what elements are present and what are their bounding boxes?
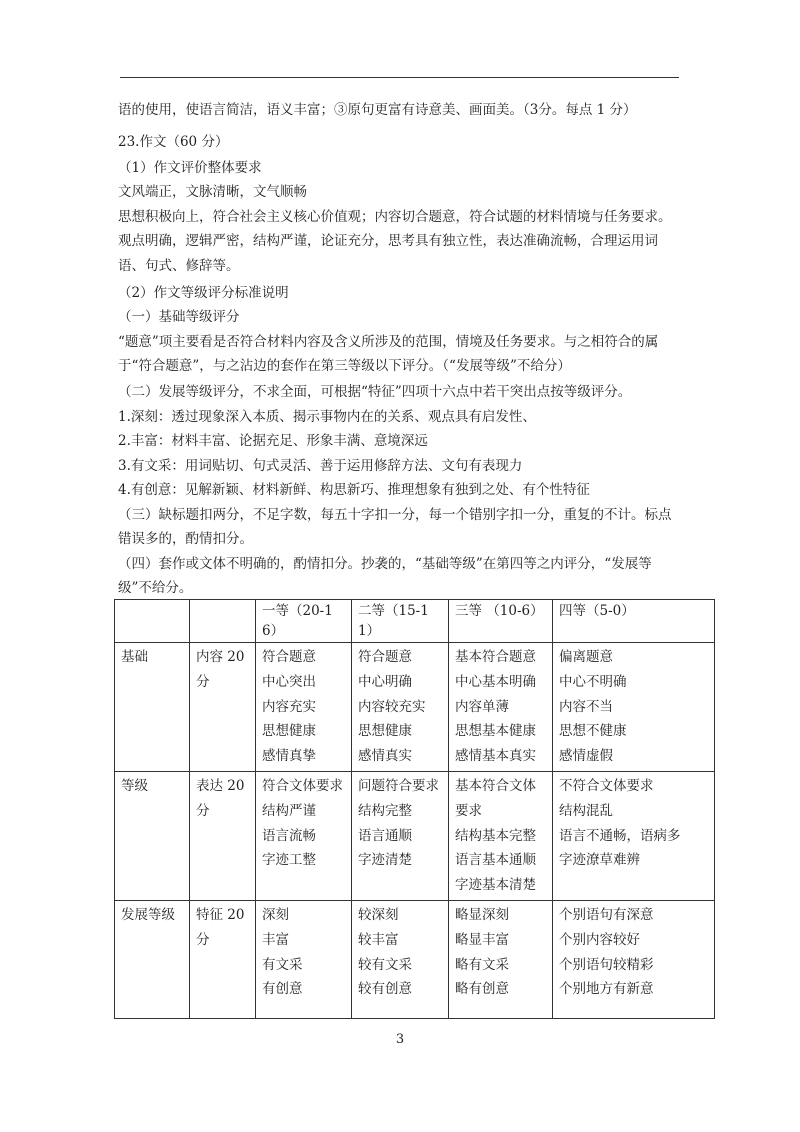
part1-title: （一）基础等级评分 (118, 309, 240, 325)
category-cell: 等级 (115, 771, 190, 900)
grade-line: 略显丰富 (455, 931, 509, 948)
grade-line: 语言流畅 (262, 827, 316, 844)
grade-line: 思想基本健康 (455, 723, 536, 740)
grade-line: 有创意 (262, 981, 303, 998)
grade-line: 较丰富 (358, 931, 399, 948)
category-cell: 基础 (115, 643, 190, 772)
page-number: 3 (395, 1032, 405, 1047)
grade-line: 较深刻 (358, 906, 399, 923)
grade-cell (352, 643, 449, 772)
grade-line: 感情基本真实 (455, 748, 536, 765)
table-row (115, 900, 715, 1018)
table-header-row (115, 600, 715, 643)
grade-cell (256, 771, 352, 900)
grade-cell (352, 771, 449, 900)
grade-line: 中心不明确 (559, 673, 627, 690)
grade-line: 丰富 (262, 931, 289, 948)
grade-line: 结构混乱 (559, 802, 613, 819)
grade-line: 结构严谨 (262, 802, 316, 819)
grade-line: 符合题意 (262, 649, 316, 665)
item-cell: 内容 20分 (190, 643, 256, 772)
grade-line: 个别地方有新意 (559, 981, 654, 998)
header-cell: 四等（5-0） (553, 600, 715, 643)
section1-line1: 文风端正，文脉清晰，文气顺畅 (118, 184, 307, 200)
category-cell: 发展等级 (115, 900, 190, 1018)
header-cell: 一等（20-16） (256, 600, 352, 643)
grade-line: 感情真挚 (262, 748, 316, 765)
header-cell: 三等 （10-6） (449, 600, 553, 643)
grade-line: 基本符合文体要求 (455, 777, 536, 819)
grade-cell (449, 643, 553, 772)
item-cell: 表达 20分 (190, 771, 256, 900)
grade-line: 语言通顺 (358, 827, 412, 844)
grade-line: 语言基本通顺 (455, 852, 536, 869)
grade-line: 有文采 (262, 956, 303, 973)
table-row (115, 643, 715, 772)
criterion-2: 2.丰富：材料丰富、论据充足、形象丰满、意境深远 (118, 433, 428, 449)
grade-line: 语言不通畅，语病多 (559, 827, 681, 844)
header-cell (190, 600, 256, 643)
grade-cell (449, 900, 553, 1018)
grade-line: 基本符合题意 (455, 649, 536, 665)
grade-line: 个别语句较精彩 (559, 956, 654, 973)
grade-line: 中心基本明确 (455, 673, 536, 690)
grade-line: 字迹清楚 (358, 852, 412, 869)
grade-cell (553, 771, 715, 900)
header-rule (120, 77, 679, 78)
intro-line: 语的使用，使语言简洁，语义丰富；③原句更富有诗意美、画面美。（3分。每点 1 分） (118, 102, 637, 118)
grade-line: 思想健康 (358, 723, 412, 740)
grade-line: 不符合文体要求 (559, 777, 654, 794)
grade-line: 较有文采 (358, 956, 412, 973)
part3-text: （三）缺标题扣两分，不足字数，每五十字扣一分，每一个错别字扣一分，重复的不计。标点错误多的，酌情扣分。 (118, 507, 672, 548)
grade-line: 结构完整 (358, 802, 412, 819)
grade-line: 字迹基本清楚 (455, 877, 536, 894)
grade-cell (256, 643, 352, 772)
grade-line: 内容充实 (262, 698, 316, 715)
grading-table (114, 599, 715, 1019)
grade-line: 感情虚假 (559, 748, 613, 765)
grade-line: 略显深刻 (455, 906, 509, 923)
grade-cell (449, 771, 553, 900)
grade-line: 偏离题意 (559, 649, 613, 665)
grade-line: 个别内容较好 (559, 931, 640, 948)
criterion-3: 3.有文采：用词贴切、句式灵活、善于运用修辞方法、文句有表现力 (118, 458, 523, 474)
section1-title: （1）作文评价整体要求 (118, 160, 262, 176)
grade-line: 字迹工整 (262, 852, 316, 869)
grade-line: 个别语句有深意 (559, 906, 654, 923)
grade-line: 字迹潦草难辨 (559, 852, 640, 869)
part2-text: （二）发展等级评分，不求全面，可根据“特征”四项十六点中若干突出点按等级评分。 (118, 384, 632, 400)
grade-line: 问题符合要求 (358, 777, 439, 794)
part4-text: （四）套作或文体不明确的，酌情扣分。抄袭的，“基础等级”在第四等之内评分，“发展等级”不给分。 (118, 556, 652, 597)
section2-title: （2）作文等级评分标准说明 (118, 285, 289, 301)
grade-line: 思想不健康 (559, 723, 627, 740)
criterion-4: 4.有创意：见解新颖、材料新鲜、构思新巧、推理想象有独到之处、有个性特征 (118, 482, 590, 498)
grade-cell (352, 900, 449, 1018)
header-cell: 二等（15-11） (352, 600, 449, 643)
criterion-1: 1.深刻：透过现象深入本质、揭示事物内在的关系、观点具有启发性、 (118, 409, 536, 425)
grade-line: 符合题意 (358, 649, 412, 665)
grade-line: 内容单薄 (455, 698, 509, 715)
grade-line: 结构基本完整 (455, 827, 536, 844)
grade-line: 思想健康 (262, 723, 316, 740)
grade-line: 略有文采 (455, 956, 509, 973)
grade-line: 中心突出 (262, 673, 316, 690)
grade-cell (256, 900, 352, 1018)
header-cell (115, 600, 190, 643)
essay-title: 23.作文（60 分） (118, 134, 229, 150)
grade-cell (553, 900, 715, 1018)
grade-line: 较有创意 (358, 981, 412, 998)
part1-text: “题意”项主要看是否符合材料内容及含义所涉及的范围，情境及任务要求。与之相符合的属于“符合题意”，与之沾边的套作在第三等级以下评分。（“发展等级”不给分） (118, 334, 659, 375)
grade-line: 内容较充实 (358, 698, 426, 715)
item-cell: 特征 20分 (190, 900, 256, 1018)
table-row (115, 771, 715, 900)
section1-line2: 思想积极向上，符合社会主义核心价值观；内容切合题意，符合试题的材料情境与任务要求。观点明确，逻辑严密，结构严谨，论证充分，思考具有独立性，表达准确流畅，合理运用词语、句式、修辞等。 (118, 209, 672, 274)
grade-line: 略有创意 (455, 981, 509, 998)
grade-line: 内容不当 (559, 698, 613, 715)
grade-cell (553, 643, 715, 772)
grade-line: 深刻 (262, 906, 289, 923)
grade-line: 符合文体要求 (262, 777, 343, 794)
grade-line: 感情真实 (358, 748, 412, 765)
grade-line: 中心明确 (358, 673, 412, 690)
